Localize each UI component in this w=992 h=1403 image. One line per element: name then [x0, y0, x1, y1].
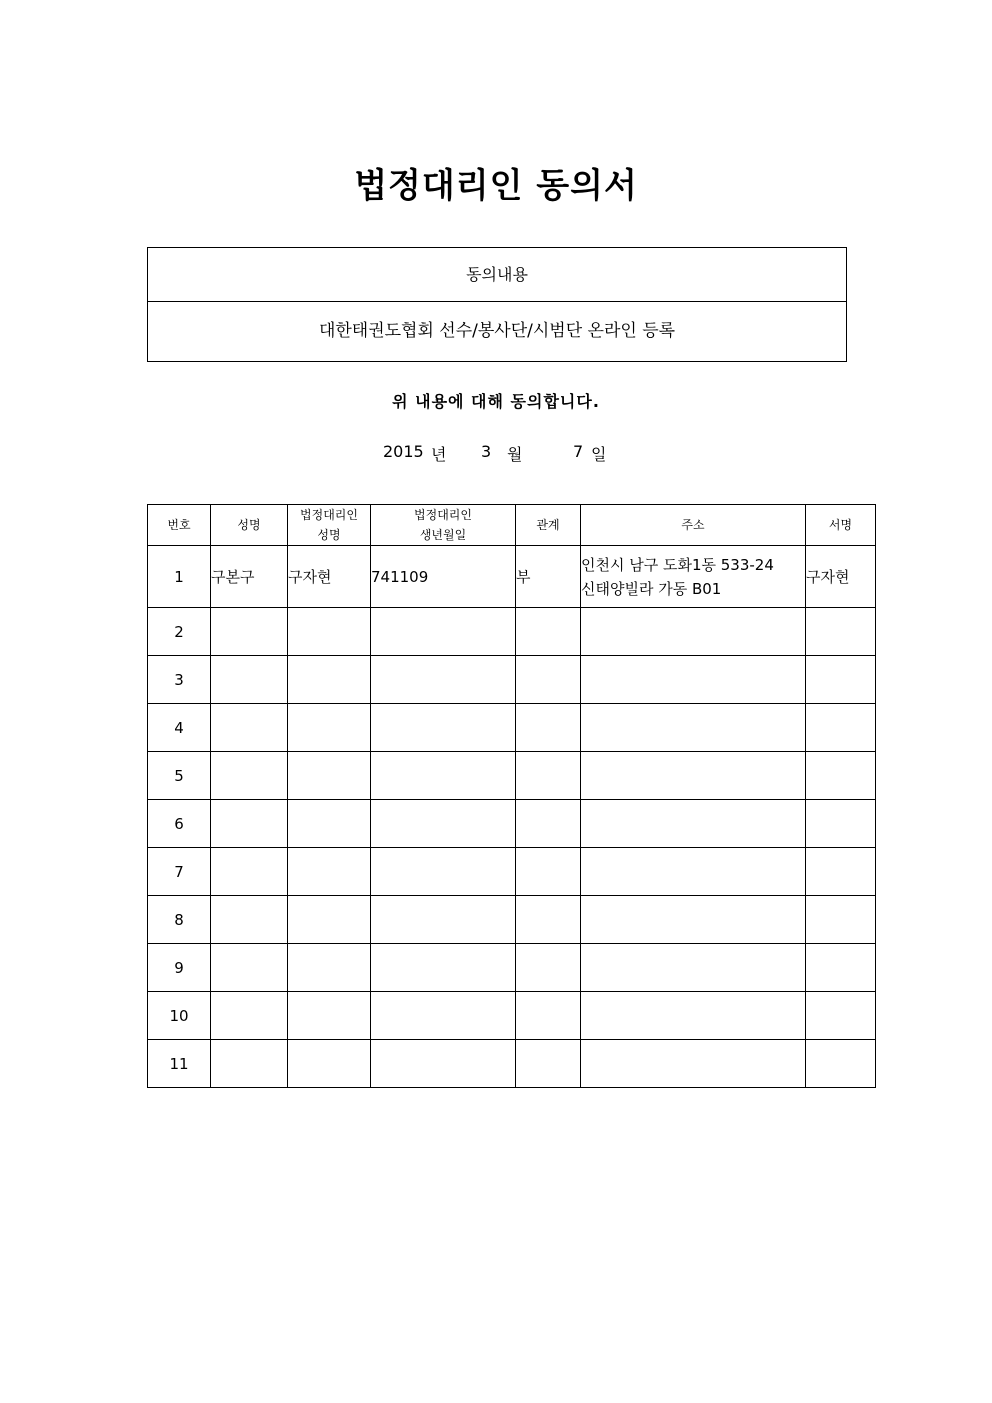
row-signature — [806, 848, 876, 896]
row-name — [211, 944, 288, 992]
row-guardian-birth — [371, 704, 516, 752]
table-row — [148, 1040, 876, 1088]
row-signature — [806, 992, 876, 1040]
row-guardian-name — [288, 608, 371, 656]
row-number: 5 — [148, 752, 211, 800]
row-number: 1 — [148, 546, 211, 608]
row-address — [581, 800, 806, 848]
row-signature — [806, 896, 876, 944]
row-name — [211, 896, 288, 944]
table-row — [148, 800, 876, 848]
row-guardian-birth — [371, 896, 516, 944]
table-row — [148, 704, 876, 752]
date-month: 3 — [481, 442, 492, 461]
row-guardian-name — [288, 800, 371, 848]
row-guardian-name — [288, 848, 371, 896]
row-address — [581, 944, 806, 992]
date-day-unit: 일 — [591, 445, 607, 464]
row-number: 10 — [148, 992, 211, 1040]
table-row — [148, 896, 876, 944]
row-guardian-name — [288, 944, 371, 992]
row-relation — [516, 800, 581, 848]
row-relation — [516, 704, 581, 752]
row-address — [581, 1040, 806, 1088]
row-name: 구본구 — [211, 546, 288, 608]
header-guardian-birth — [371, 505, 516, 546]
row-address — [581, 848, 806, 896]
table-row — [148, 848, 876, 896]
header-guardian-name-line2: 성명 — [317, 528, 341, 542]
table-row — [148, 546, 876, 608]
header-address: 주소 — [581, 505, 806, 546]
row-relation — [516, 656, 581, 704]
row-relation — [516, 992, 581, 1040]
row-address — [581, 656, 806, 704]
header-relation: 관계 — [516, 505, 581, 546]
row-number: 3 — [148, 656, 211, 704]
date-month-unit: 월 — [507, 445, 523, 464]
row-guardian-birth — [371, 656, 516, 704]
row-guardian-name — [288, 896, 371, 944]
date-day: 7 — [573, 442, 584, 461]
row-guardian-birth: 741109 — [371, 546, 516, 608]
row-name — [211, 752, 288, 800]
row-address — [581, 608, 806, 656]
date-year-unit: 년 — [431, 445, 447, 464]
row-guardian-birth — [371, 752, 516, 800]
table-row — [148, 752, 876, 800]
consent-content: 대한태권도협회 선수/봉사단/시범단 온라인 등록 — [318, 321, 676, 341]
row-guardian-name — [288, 656, 371, 704]
row-name — [211, 608, 288, 656]
date-year: 2015 — [383, 442, 424, 461]
consent-box — [147, 247, 847, 362]
table-row — [148, 656, 876, 704]
row-name — [211, 1040, 288, 1088]
row-number: 8 — [148, 896, 211, 944]
row-number: 4 — [148, 704, 211, 752]
row-signature — [806, 800, 876, 848]
row-number: 9 — [148, 944, 211, 992]
row-guardian-birth — [371, 944, 516, 992]
table-row — [148, 992, 876, 1040]
header-name: 성명 — [211, 505, 288, 546]
table-row — [148, 608, 876, 656]
row-address — [581, 704, 806, 752]
row-number: 11 — [148, 1040, 211, 1088]
row-relation — [516, 608, 581, 656]
row-address — [581, 992, 806, 1040]
header-guardian-birth-line1: 법정대리인 — [414, 508, 472, 522]
row-relation — [516, 752, 581, 800]
row-guardian-birth — [371, 992, 516, 1040]
table-row — [148, 944, 876, 992]
row-guardian-birth — [371, 848, 516, 896]
row-signature — [806, 752, 876, 800]
row-guardian-birth — [371, 800, 516, 848]
row-name — [211, 800, 288, 848]
row-signature — [806, 656, 876, 704]
row-guardian-name: 구자현 — [288, 546, 371, 608]
row-name — [211, 848, 288, 896]
row-signature — [806, 608, 876, 656]
row-address-line1: 인천시 남구 도화1동 533-24 — [581, 555, 774, 574]
row-signature — [806, 944, 876, 992]
row-relation — [516, 896, 581, 944]
row-guardian-name — [288, 752, 371, 800]
row-relation — [516, 1040, 581, 1088]
row-guardian-birth — [371, 608, 516, 656]
row-guardian-name — [288, 992, 371, 1040]
row-signature — [806, 704, 876, 752]
row-guardian-birth — [371, 1040, 516, 1088]
row-guardian-name — [288, 1040, 371, 1088]
consent-header: 동의내용 — [148, 248, 846, 302]
registry-table — [147, 504, 876, 1088]
row-number: 7 — [148, 848, 211, 896]
page-title: 법정대리인 동의서 — [354, 166, 638, 206]
row-relation — [516, 944, 581, 992]
row-address — [581, 546, 806, 608]
row-address — [581, 752, 806, 800]
row-number: 6 — [148, 800, 211, 848]
header-guardian-name — [288, 505, 371, 546]
row-relation — [516, 848, 581, 896]
row-name — [211, 704, 288, 752]
table-header-row — [148, 505, 876, 546]
row-name — [211, 656, 288, 704]
header-guardian-name-line1: 법정대리인 — [300, 508, 358, 522]
header-signature: 서명 — [806, 505, 876, 546]
row-signature: 구자현 — [806, 546, 876, 608]
row-signature — [806, 1040, 876, 1088]
row-number: 2 — [148, 608, 211, 656]
header-guardian-birth-line2: 생년월일 — [419, 528, 467, 542]
header-number: 번호 — [148, 505, 211, 546]
row-name — [211, 992, 288, 1040]
row-guardian-name — [288, 704, 371, 752]
agree-statement: 위 내용에 대해 동의합니다. — [392, 392, 600, 411]
row-address-line2: 신태양빌라 가동 B01 — [581, 579, 722, 598]
row-relation: 부 — [516, 546, 581, 608]
row-address — [581, 896, 806, 944]
